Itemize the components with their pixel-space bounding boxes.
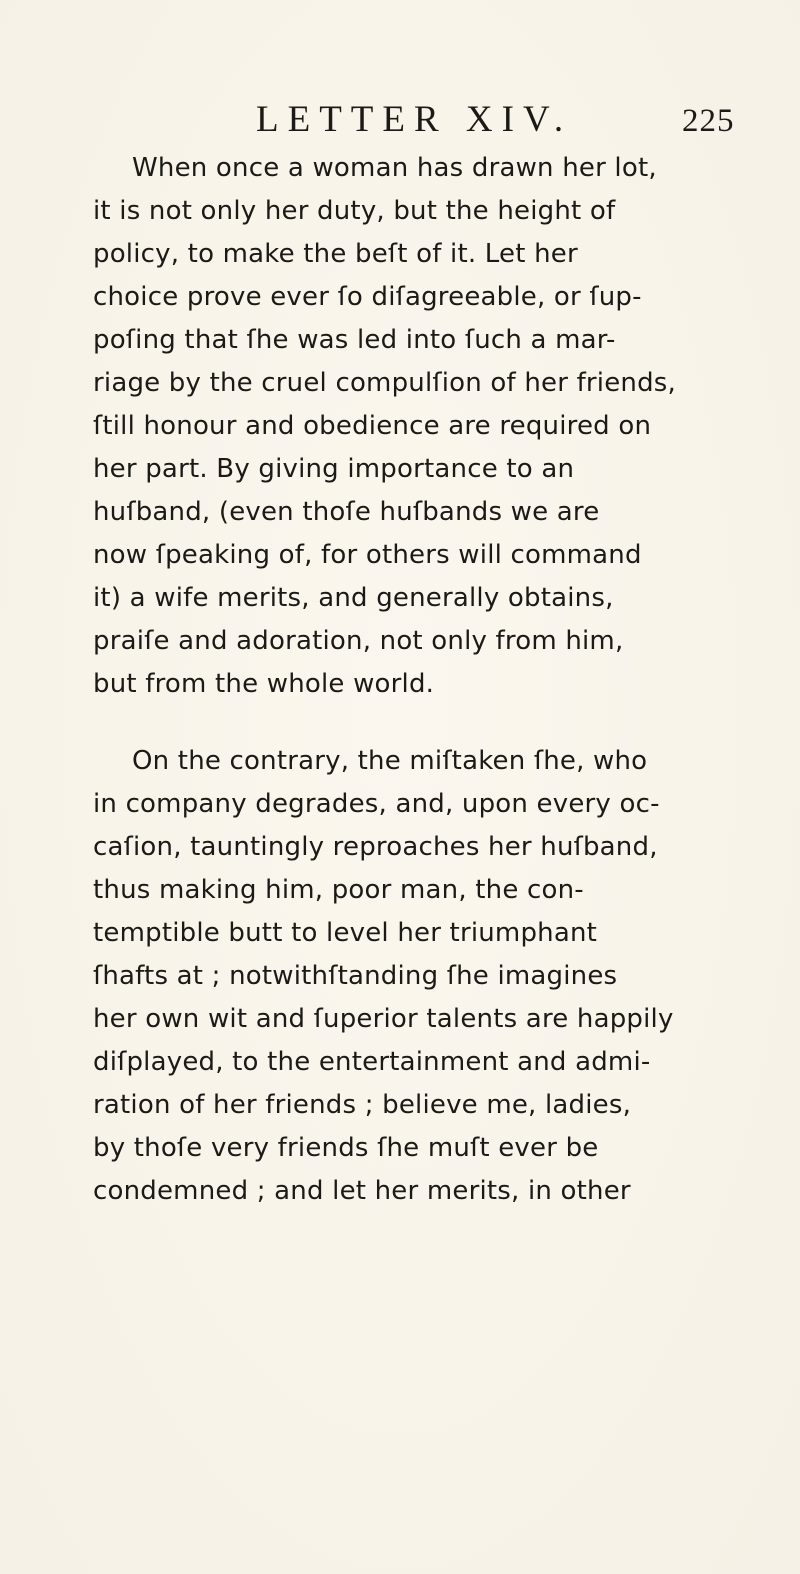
text-line: but from the whole world.: [93, 669, 435, 699]
text-line: temptible butt to level her triumphant: [93, 918, 598, 948]
text-line: huſband, (even thoſe huſbands we are: [93, 497, 600, 527]
page-number: 225: [682, 103, 735, 139]
text-line: now ſpeaking of, for others will command: [93, 540, 642, 570]
text-line: ſtill honour and obedience are required on: [93, 411, 652, 441]
text-line: caſion, tauntingly reproaches her huſband,: [93, 832, 658, 862]
text-line: it is not only her duty, but the height of: [93, 196, 616, 226]
text-line: her part. By giving importance to an: [93, 454, 575, 484]
text-line: ſhafts at ; notwithſtanding ſhe imagines: [93, 961, 618, 991]
text-line: policy, to make the beſt of it. Let her: [93, 239, 578, 269]
text-line: On the contrary, the miſtaken ſhe, who: [132, 746, 648, 776]
text-line: in company degrades, and, upon every oc-: [93, 789, 660, 819]
text-line: choice prove ever ſo diſagreeable, or ſup-: [93, 282, 642, 312]
text-line: diſplayed, to the entertainment and admi-: [93, 1047, 651, 1077]
text-line: riage by the cruel compulſion of her friends,: [93, 368, 677, 398]
running-title: LETTER XIV.: [256, 99, 573, 140]
text-line: poſing that ſhe was led into ſuch a mar-: [93, 325, 616, 355]
text-line: thus making him, poor man, the con-: [93, 875, 584, 905]
page-header: [256, 96, 756, 144]
text-line: her own wit and ſuperior talents are happily: [93, 1004, 674, 1034]
text-line: praiſe and adoration, not only from him,: [93, 626, 624, 656]
text-line: ration of her friends ; believe me, ladies,: [93, 1090, 632, 1120]
text-line: When once a woman has drawn her lot,: [132, 153, 657, 183]
text-line: by thoſe very friends ſhe muſt ever be: [93, 1133, 599, 1163]
text-line: it) a wife merits, and generally obtains,: [93, 583, 614, 613]
text-line: condemned ; and let her merits, in other: [93, 1176, 631, 1206]
